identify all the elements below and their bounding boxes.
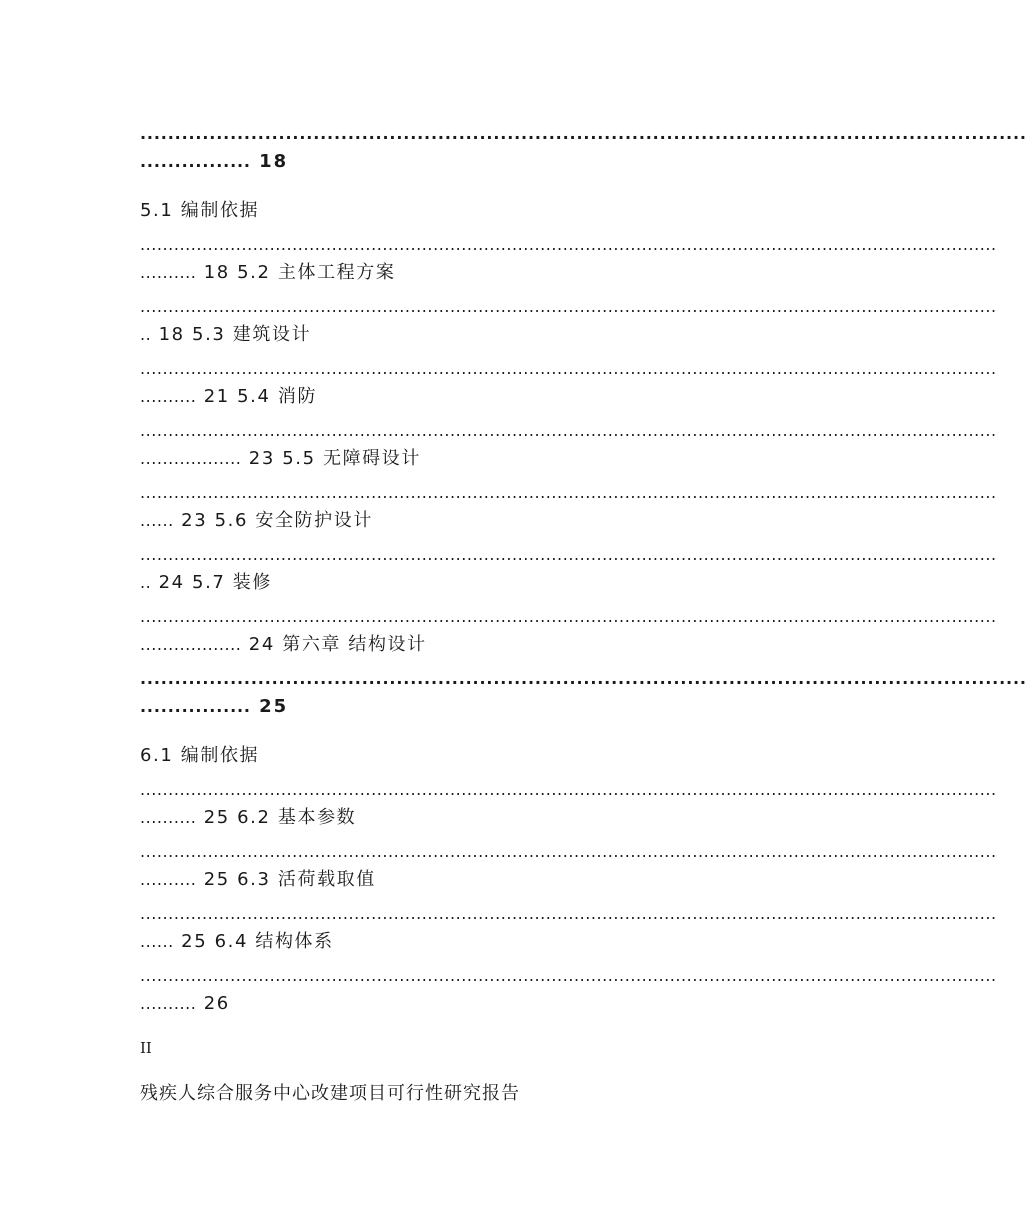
toc-entry-6-3[interactable]: [140, 868, 812, 892]
toc-page-number: 18: [259, 151, 289, 172]
leader-dots: ................: [140, 697, 251, 716]
toc-entry-title: 5.2 主体工程方案: [237, 262, 396, 283]
toc-entry-title: 5.1 编制依据: [140, 200, 260, 221]
toc-entry-title: 第六章 结构设计: [282, 634, 427, 655]
toc-leader-line: [140, 964, 997, 988]
leader-dots: ......: [140, 511, 174, 530]
toc-entry-6-2[interactable]: [140, 806, 812, 830]
toc-page-number: 18: [203, 262, 230, 283]
leader-dots: ........................................................................................................................................................: [140, 359, 997, 378]
toc-leader-line: [140, 481, 997, 505]
leader-dots: ........................................................................................................................................................: [140, 421, 997, 440]
leader-dots: ................: [140, 152, 251, 171]
toc-page-number: 25: [203, 869, 230, 890]
leader-dots: ........................................................................................................................................................: [140, 780, 997, 799]
leader-dots: ........................................................................................................................................................: [140, 904, 997, 923]
toc-entry-5-1[interactable]: [140, 199, 812, 223]
toc-entry-5-4[interactable]: [140, 385, 812, 409]
toc-leader-line: [140, 295, 997, 319]
toc-entry-title: 6.1 编制依据: [140, 745, 260, 766]
leader-dots: ........................................................................................................................................................: [140, 297, 997, 316]
leader-dots: ........................................................................................................................................................: [140, 966, 997, 985]
toc-entry-title: 5.7 装修: [192, 572, 272, 593]
leader-dots: ..........: [140, 994, 197, 1013]
toc-page-number: 23: [248, 448, 275, 469]
toc-leader-line: [140, 419, 997, 443]
toc-page-number: 23: [181, 510, 208, 531]
leader-dots: ..................: [140, 635, 242, 654]
toc-page-number: 21: [203, 386, 230, 407]
toc-leader-line: [140, 840, 997, 864]
toc-leader-line: [140, 543, 997, 567]
leader-dots: ......: [140, 932, 174, 951]
toc-leader-line: [140, 233, 997, 257]
toc-page-number: 18: [158, 324, 185, 345]
leader-dots: ........................................................................................................................................................: [140, 842, 997, 861]
toc-entry-title: 6.2 基本参数: [237, 807, 357, 828]
toc-entry-5-5[interactable]: [140, 447, 812, 471]
leader-dots: ..: [140, 325, 152, 344]
toc-entry-title: 5.4 消防: [237, 386, 318, 407]
leader-dots: ..........: [140, 870, 197, 889]
toc-entry-5-3[interactable]: [140, 323, 812, 347]
leader-dots: ........................................................................................................................................................: [140, 545, 997, 564]
toc-entry-5-6[interactable]: [140, 509, 812, 533]
toc-entry-continuation[interactable]: [140, 150, 812, 174]
toc-entry-title: 5.3 建筑设计: [192, 324, 312, 345]
toc-leader-line: [140, 902, 997, 926]
toc-entry-chapter-6-page[interactable]: [140, 695, 812, 719]
leader-dots: ..........: [140, 387, 197, 406]
toc-page-number: 25: [259, 696, 289, 717]
toc-entry-title: 5.5 无障碍设计: [282, 448, 421, 469]
toc-entry-title: 6.3 活荷载取值: [237, 869, 376, 890]
leader-dots: ..: [140, 573, 152, 592]
page-number: II: [140, 1039, 152, 1057]
toc-page-number: 24: [158, 572, 185, 593]
leader-dots: ........................................................................................................................................................: [140, 483, 997, 502]
toc-entry-title: 6.4 结构体系: [214, 931, 334, 952]
leader-dots: ..................: [140, 449, 242, 468]
document-footer-title: 残疾人综合服务中心改建项目可行性研究报告: [140, 1083, 520, 1104]
leader-dots: ..........: [140, 263, 197, 282]
toc-page-number: 25: [203, 807, 230, 828]
toc-entry-5-7[interactable]: [140, 571, 812, 595]
toc-leader-line: [140, 122, 1027, 146]
toc-entry-6-4-page[interactable]: [140, 992, 812, 1016]
toc-leader-line: [140, 605, 997, 629]
leader-dots: ..........: [140, 808, 197, 827]
toc-leader-line: [140, 667, 1027, 691]
toc-leader-line: [140, 778, 997, 802]
leader-dots: ........................................................................................................................................................: [140, 607, 997, 626]
toc-entry-title: 5.6 安全防护设计: [214, 510, 373, 531]
leader-dots: ........................................................................................................................................................: [140, 235, 997, 254]
toc-page-number: 24: [248, 634, 275, 655]
toc-leader-line: [140, 357, 997, 381]
leader-dots: ................................................................................................................................: [140, 124, 1027, 143]
leader-dots: ................................................................................................................................: [140, 669, 1027, 688]
toc-entry-6-4[interactable]: [140, 930, 812, 954]
toc-entry-chapter-6[interactable]: [140, 633, 812, 657]
toc-page-number: 25: [181, 931, 208, 952]
toc-page-number: 26: [203, 993, 230, 1014]
toc-entry-5-2[interactable]: [140, 261, 812, 285]
toc-entry-6-1[interactable]: [140, 744, 812, 768]
